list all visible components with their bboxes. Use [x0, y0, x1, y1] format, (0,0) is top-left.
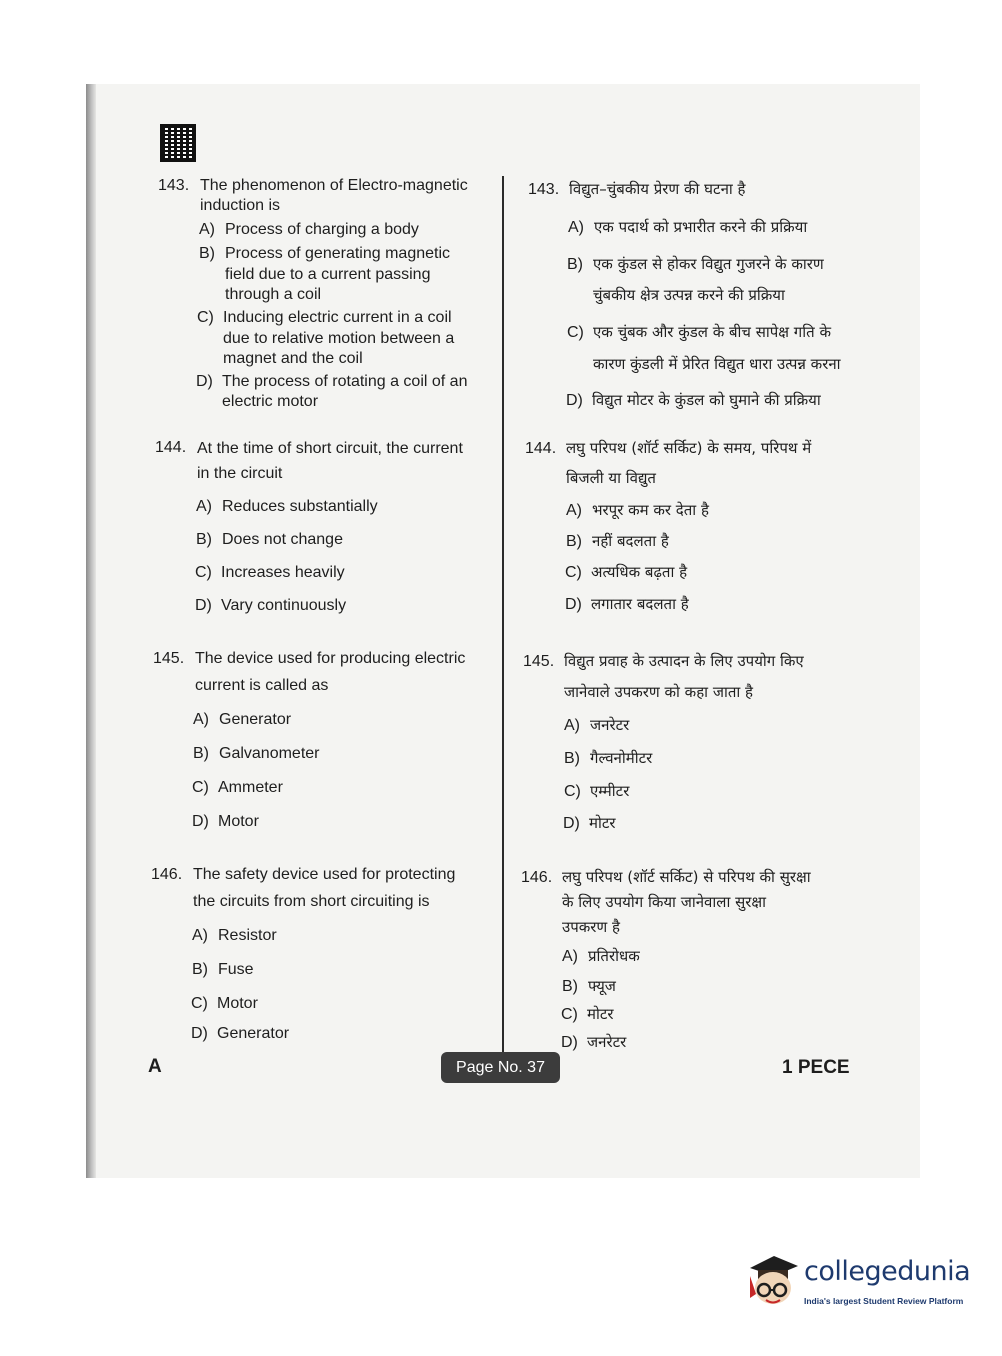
question-number-hi: 143.: [528, 181, 560, 198]
paper-code: 1 PECE: [782, 1057, 850, 1078]
option-text: Ammeter: [218, 779, 283, 796]
option-letter: D): [191, 1025, 208, 1042]
option-text: electric motor: [222, 393, 319, 410]
option-text-hi: एक कुंडल से होकर विद्युत गुजरने के कारण: [593, 255, 824, 273]
option-text: Generator: [217, 1025, 290, 1042]
option-letter: D): [195, 597, 212, 614]
option-letter-hi: B): [566, 533, 582, 550]
option-text-hi: मोटर: [587, 1005, 614, 1023]
question-number-hi: 146.: [521, 869, 553, 886]
option-text-hi: जनरेटर: [590, 716, 630, 734]
option-letter-hi: D): [561, 1034, 578, 1051]
booklet-series: A: [148, 1056, 162, 1077]
option-letter: C): [197, 309, 214, 326]
question-number-hi: 145.: [523, 653, 555, 670]
option-letter-hi: C): [561, 1006, 578, 1023]
option-letter: B): [192, 961, 208, 978]
option-text: through a coil: [225, 286, 322, 303]
option-letter-hi: B): [567, 256, 583, 273]
option-letter-hi: A): [568, 219, 584, 236]
question-stem-line: The phenomenon of Electro-magnetic: [200, 177, 468, 194]
option-letter-hi: A): [562, 948, 578, 965]
option-text: Inducing electric current in a coil: [223, 309, 452, 326]
question-stem-line-hi: बिजली या विद्युत: [566, 469, 656, 487]
question-stem-line-hi: के लिए उपयोग किया जानेवाला सुरक्षा: [562, 893, 767, 911]
option-text: field due to a current passing: [225, 266, 431, 283]
option-text-hi: नहीं बदलता है: [592, 532, 669, 550]
option-text-hi: विद्युत मोटर के कुंडल को घुमाने की प्रक्रिया: [592, 391, 821, 409]
option-text: Galvanometer: [219, 745, 320, 762]
option-letter-hi: B): [564, 750, 580, 767]
question-stem-line: At the time of short circuit, the current: [197, 440, 463, 457]
option-text-hi: गैल्वनोमीटर: [590, 749, 653, 767]
option-text-hi: मोटर: [589, 814, 616, 832]
option-text-hi: जनरेटर: [587, 1033, 627, 1051]
option-text: Motor: [218, 813, 259, 830]
brand-tagline: India's largest Student Review Platform: [804, 1296, 964, 1306]
option-letter-hi: D): [566, 392, 583, 409]
question-number: 144.: [155, 439, 187, 456]
option-text-hi: चुंबकीय क्षेत्र उत्पन्न करने की प्रक्रिया: [593, 286, 785, 304]
option-letter: C): [195, 564, 212, 581]
question-stem-line-hi: विद्युत प्रवाह के उत्पादन के लिए उपयोग किए: [564, 652, 804, 670]
option-letter: D): [192, 813, 209, 830]
option-text: Vary continuously: [221, 597, 347, 614]
page-number-label: Page No. 37: [456, 1059, 545, 1076]
option-letter: D): [196, 373, 213, 390]
question-stem-line: current is called as: [195, 677, 329, 694]
option-letter-hi: D): [563, 815, 580, 832]
option-text: Process of charging a body: [225, 221, 419, 238]
option-text-hi: प्रतिरोधक: [588, 947, 640, 965]
column-divider: [502, 176, 504, 1058]
option-letter-hi: C): [565, 564, 582, 581]
option-text-hi: एम्मीटर: [590, 782, 630, 800]
option-text: Reduces substantially: [222, 498, 378, 515]
question-stem-line: induction is: [200, 197, 281, 214]
question-stem-line: in the circuit: [197, 465, 283, 482]
option-letter-hi: A): [564, 717, 580, 734]
option-letter-hi: B): [562, 978, 578, 995]
option-text: Motor: [217, 995, 258, 1012]
question-stem-line-hi: लघु परिपथ (शॉर्ट सर्किट) के समय, परिपथ में: [566, 439, 812, 457]
collegedunia-watermark: [744, 1250, 974, 1316]
option-letter-hi: A): [566, 502, 582, 519]
option-text: Generator: [219, 711, 292, 728]
option-letter: C): [191, 995, 208, 1012]
option-letter-hi: C): [564, 783, 581, 800]
question-stem-line-hi: लघु परिपथ (शॉर्ट सर्किट) से परिपथ की सुरक्षा: [562, 868, 811, 886]
question-stem-line-hi: उपकरण है: [562, 918, 620, 936]
option-letter-hi: C): [567, 324, 584, 341]
question-number: 145.: [153, 650, 185, 667]
option-letter: B): [199, 245, 215, 262]
option-text: Resistor: [218, 927, 277, 944]
option-text: Does not change: [222, 531, 343, 548]
page-number-badge: [441, 1052, 560, 1083]
option-text: magnet and the coil: [223, 350, 363, 367]
option-letter: A): [193, 711, 209, 728]
option-letter: A): [196, 498, 212, 515]
question-stem-line: The device used for producing electric: [195, 650, 466, 667]
question-number-hi: 144.: [525, 440, 557, 457]
option-text-hi: अत्यधिक बढ़ता है: [591, 563, 688, 581]
option-text: Fuse: [218, 961, 254, 978]
option-text: Process of generating magnetic: [225, 245, 451, 262]
option-text: The process of rotating a coil of an: [222, 373, 468, 390]
option-text: due to relative motion between a: [223, 330, 455, 347]
option-letter: A): [199, 221, 215, 238]
option-text-hi: एक चुंबक और कुंडल के बीच सापेक्ष गति के: [593, 323, 831, 341]
page-scan-edge: [86, 84, 96, 1178]
qr-code: [160, 124, 196, 162]
question-number: 143.: [158, 177, 190, 194]
option-text: Increases heavily: [221, 564, 345, 581]
question-stem-line-hi: विद्युत–चुंबकीय प्रेरण की घटना है: [569, 180, 746, 198]
option-letter: C): [192, 779, 209, 796]
option-letter: B): [193, 745, 209, 762]
option-text-hi: एक पदार्थ को प्रभारीत करने की प्रक्रिया: [594, 218, 808, 236]
mascot-logo-icon: [744, 1250, 800, 1310]
question-stem-line: The safety device used for protecting: [193, 866, 456, 883]
question-stem-line: the circuits from short circuiting is: [193, 893, 430, 910]
question-stem-line-hi: जानेवाले उपकरण को कहा जाता है: [564, 683, 754, 701]
option-text-hi: भरपूर कम कर देता है: [592, 501, 709, 519]
option-text-hi: लगातार बदलता है: [591, 595, 689, 613]
brand-name: collegedunia: [804, 1256, 971, 1287]
option-text-hi: फ्यूज: [588, 977, 616, 995]
option-letter-hi: D): [565, 596, 582, 613]
option-letter: A): [192, 927, 208, 944]
option-text-hi: कारण कुंडली में प्रेरित विद्युत धारा उत्पन्न करना: [593, 355, 841, 373]
question-number: 146.: [151, 866, 183, 883]
option-letter: B): [196, 531, 212, 548]
